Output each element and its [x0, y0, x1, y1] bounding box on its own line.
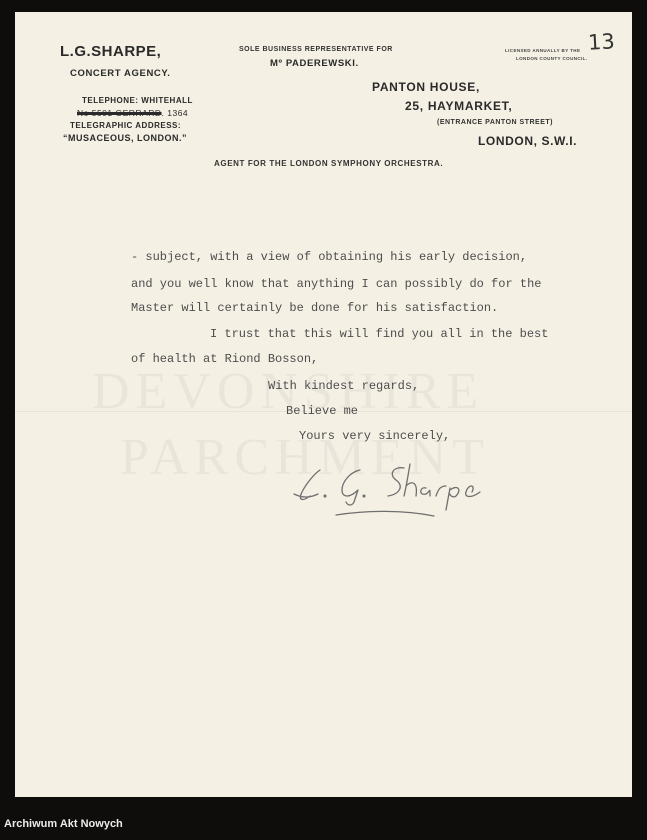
body-line: and you well know that anything I can possibly do for the [131, 277, 542, 291]
telegraphic-address: “MUSACEOUS, LONDON.” [63, 133, 188, 143]
address-note: (ENTRANCE PANTON STREET) [437, 119, 553, 126]
sender-agency: CONCERT AGENCY. [70, 68, 171, 79]
licence-line-1: LICENSED ANNUALLY BY THE [505, 48, 581, 53]
telephone-number: . 1364 [161, 108, 189, 118]
archive-footer-label: Archiwum Akt Nowych [4, 818, 123, 830]
telephone-number-line [77, 108, 188, 118]
telegraphic-heading: TELEGRAPHIC ADDRESS: [70, 121, 182, 130]
struck-telephone: No 5501 GERRARD [77, 108, 162, 118]
address-line-1: PANTON HOUSE, [372, 80, 481, 94]
closing-line: Believe me [286, 404, 359, 418]
closing-line: Yours very sincerely, [299, 429, 451, 443]
address-line-2: 25, HAYMARKET, [405, 99, 513, 113]
representative-name: Mº PADEREWSKI. [270, 58, 359, 69]
body-line: I trust that this will find you all in the best [210, 327, 549, 341]
licence-line-2: LONDON COUNTY COUNCIL. [516, 56, 588, 61]
sender-name: L.G.SHARPE, [60, 43, 162, 60]
page-number: 13 [587, 29, 616, 55]
body-line: - subject, with a view of obtaining his early decision, [131, 250, 528, 264]
signature [288, 460, 528, 526]
closing-line: With kindest regards, [268, 379, 420, 393]
telephone-line: TELEPHONE: WHITEHALL [82, 96, 193, 105]
body-line: Master will certainly be done for his satisfaction. [131, 301, 499, 315]
representative-line: SOLE BUSINESS REPRESENTATIVE FOR [239, 46, 393, 53]
address-city: LONDON, S.W.I. [478, 134, 578, 148]
agent-line: AGENT FOR THE LONDON SYMPHONY ORCHESTRA. [214, 159, 444, 168]
body-line: of health at Riond Bosson, [131, 352, 319, 366]
